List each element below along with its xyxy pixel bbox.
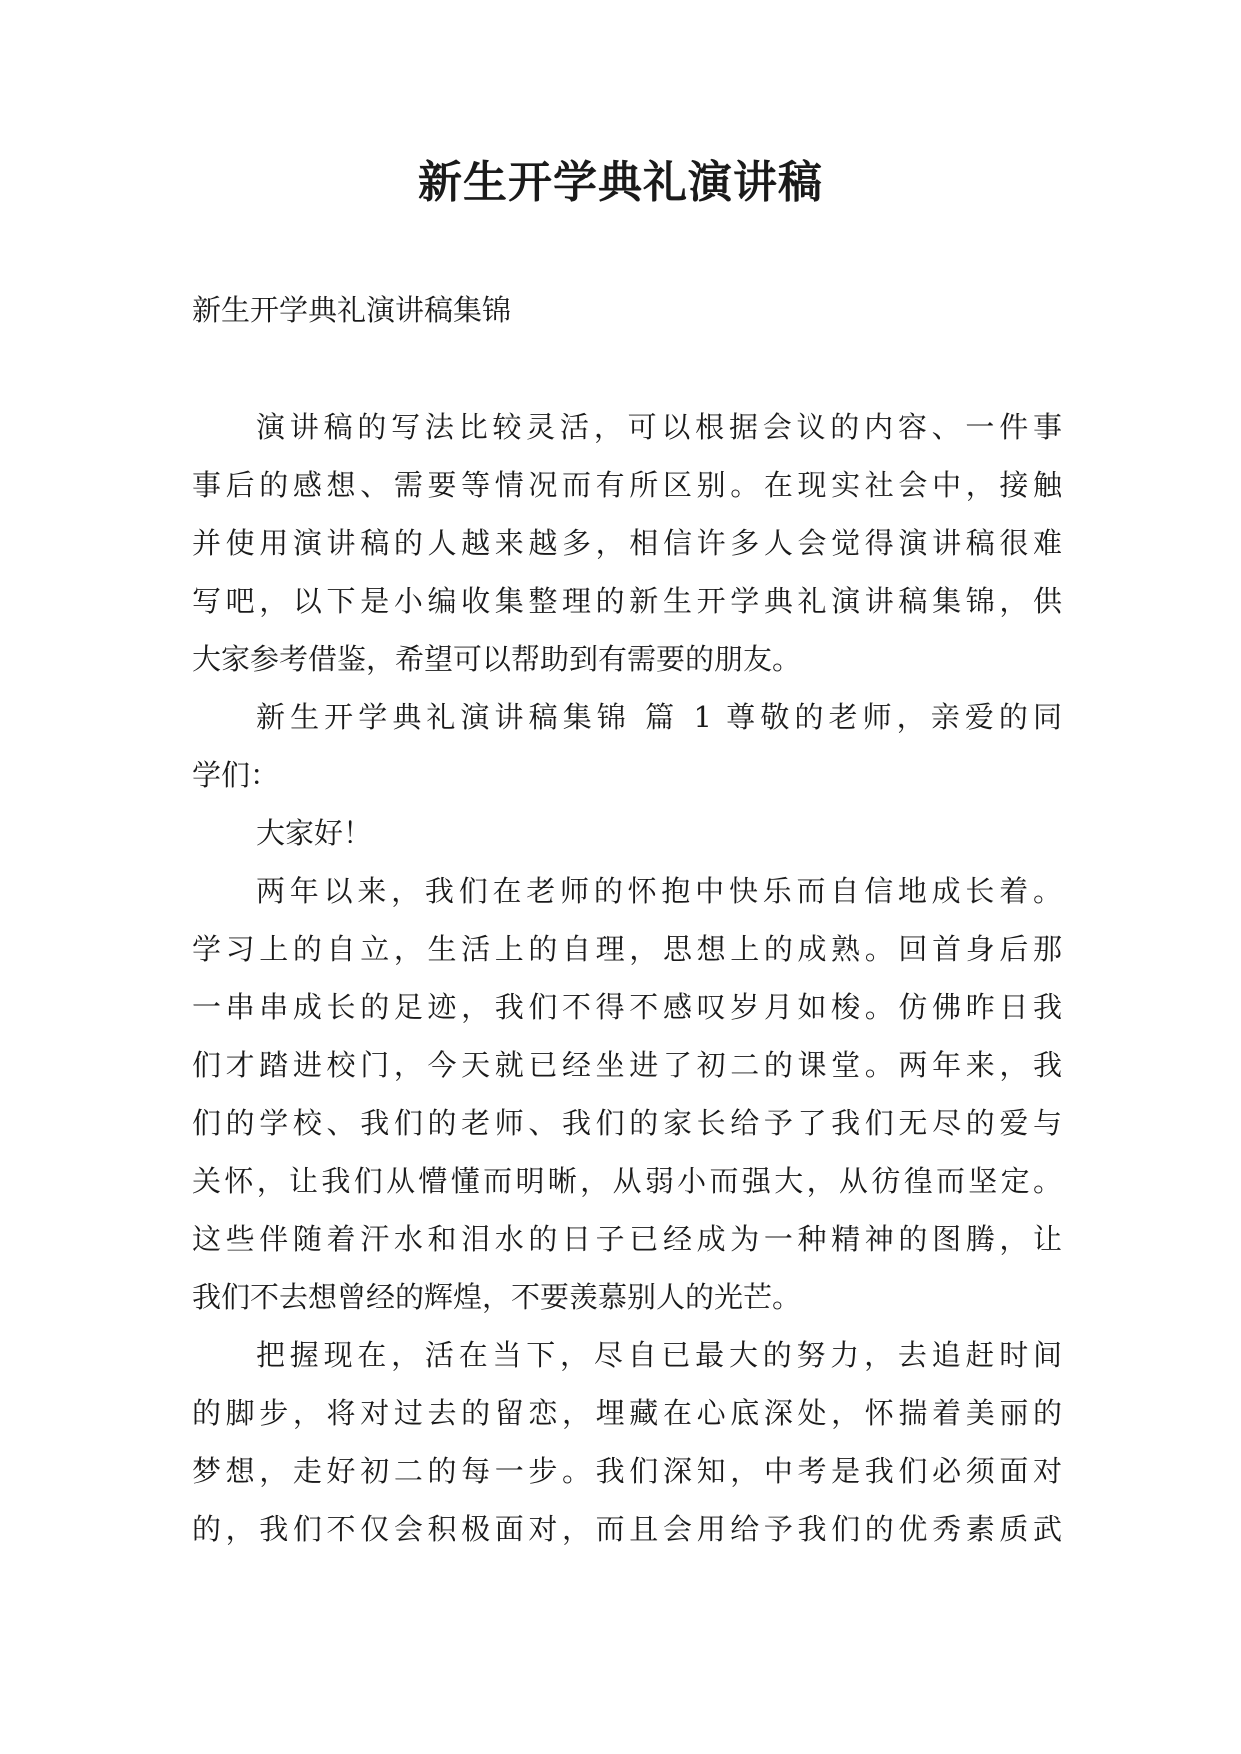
paragraph-line: 我们不去想曾经的辉煌，不要羡慕别人的光芒。 bbox=[192, 1280, 802, 1314]
paragraph-line: 大家参考借鉴，希望可以帮助到有需要的朋友。 bbox=[192, 642, 802, 676]
paragraph-line: 大家好！ bbox=[256, 816, 373, 850]
paragraph-line: 关怀，让我们从懵懂而明晰，从弱小而强大，从彷徨而坚定。 bbox=[192, 1164, 1062, 1198]
document-title: 新生开学典礼演讲稿 bbox=[418, 157, 823, 208]
paragraph-line: 并使用演讲稿的人越来越多，相信许多人会觉得演讲稿很难 bbox=[192, 526, 1062, 560]
paragraph-line: 演讲稿的写法比较灵活，可以根据会议的内容、一件事 bbox=[256, 410, 1062, 444]
paragraph-line: 学们： bbox=[192, 758, 280, 792]
paragraph-line: 把握现在，活在当下，尽自已最大的努力，去追赶时间 bbox=[256, 1338, 1062, 1372]
paragraph-line: 们的学校、我们的老师、我们的家长给予了我们无尽的爱与 bbox=[192, 1106, 1062, 1140]
paragraph-line: 新生开学典礼演讲稿集锦 篇 1 尊敬的老师，亲爱的同 bbox=[256, 700, 1062, 734]
document-subtitle: 新生开学典礼演讲稿集锦 bbox=[192, 293, 512, 327]
paragraph-line: 的，我们不仅会积极面对，而且会用给予我们的优秀素质武 bbox=[192, 1512, 1062, 1546]
paragraph-line: 梦想，走好初二的每一步。我们深知，中考是我们必须面对 bbox=[192, 1454, 1062, 1488]
paragraph-line: 学习上的自立，生活上的自理，思想上的成熟。回首身后那 bbox=[192, 932, 1062, 966]
paragraph-line: 两年以来，我们在老师的怀抱中快乐而自信地成长着。 bbox=[256, 874, 1062, 908]
paragraph-line: 写吧，以下是小编收集整理的新生开学典礼演讲稿集锦，供 bbox=[192, 584, 1062, 618]
paragraph-line: 的脚步，将对过去的留恋，埋藏在心底深处，怀揣着美丽的 bbox=[192, 1396, 1062, 1430]
paragraph-line: 事后的感想、需要等情况而有所区别。在现实社会中，接触 bbox=[192, 468, 1062, 502]
paragraph-line: 们才踏进校门，今天就已经坐进了初二的课堂。两年来，我 bbox=[192, 1048, 1062, 1082]
paragraph-line: 这些伴随着汗水和泪水的日子已经成为一种精神的图腾，让 bbox=[192, 1222, 1062, 1256]
paragraph-line: 一串串成长的足迹，我们不得不感叹岁月如梭。仿佛昨日我 bbox=[192, 990, 1062, 1024]
